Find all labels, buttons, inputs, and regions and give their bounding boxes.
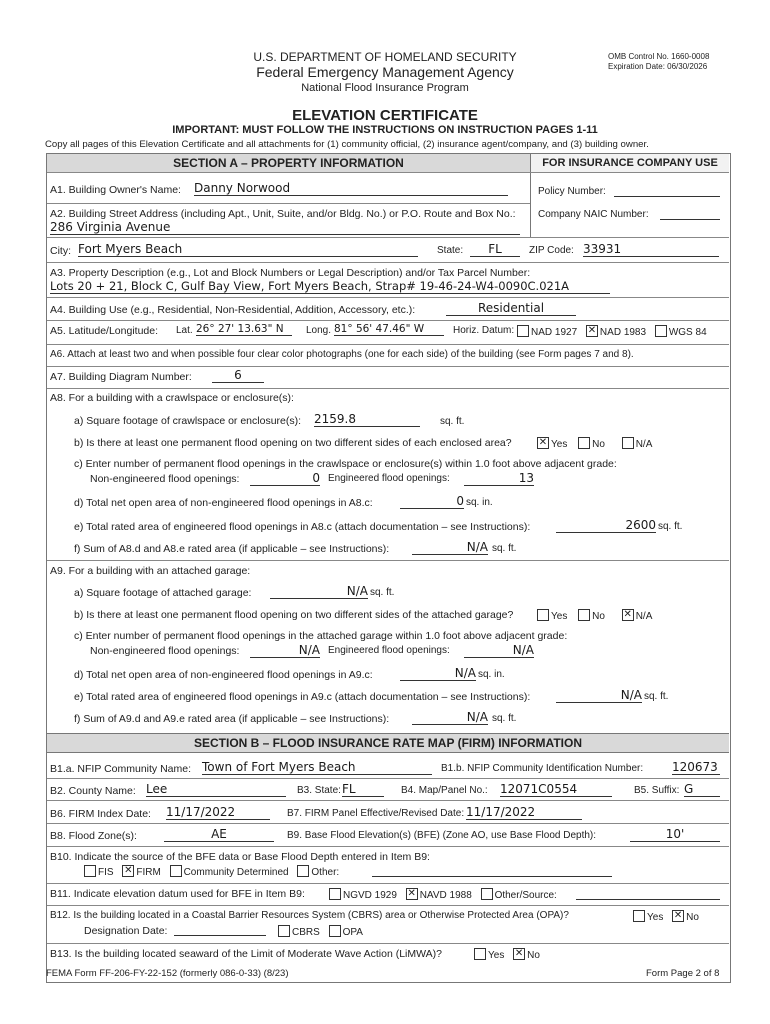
a8c-engineered-value[interactable]: 13 (464, 471, 534, 486)
b12-label: B12. Is the building located in a Coastal Barrier Resources System (CBRS) area or Otherwise Protected Area (OPA)? (50, 910, 569, 921)
b13-yes-label: Yes (488, 950, 505, 961)
naic-number-field[interactable] (660, 219, 720, 220)
b10-community-checkbox[interactable] (170, 865, 182, 877)
long-label: Long. (306, 325, 332, 336)
a5-label: A5. Latitude/Longitude: (50, 325, 159, 337)
a8a-unit: sq. ft. (440, 416, 465, 427)
a8f-unit: sq. ft. (492, 543, 517, 554)
a9d-unit: sq. in. (478, 669, 505, 680)
copy-note: Copy all pages of this Elevation Certificate and all attachments for (1) community official, (2) insurance agent/company, and (3) building owner. (45, 139, 649, 150)
divider (47, 366, 729, 367)
form-title: ELEVATION CERTIFICATE (292, 107, 478, 124)
a8b-yes-label: Yes (551, 439, 568, 450)
b13-yes-checkbox[interactable] (474, 948, 486, 960)
divider (47, 800, 729, 801)
b11-navd-checkbox[interactable] (406, 888, 418, 900)
b11-options (329, 888, 557, 901)
b10-firm-checkbox[interactable] (122, 865, 134, 877)
opa-checkbox[interactable] (329, 925, 341, 937)
a9d-value[interactable]: N/A (400, 666, 476, 681)
b12-designation-options (278, 925, 363, 938)
b12-yes-label: Yes (647, 912, 664, 923)
nad1927-checkbox[interactable] (517, 325, 529, 337)
b6-index-date[interactable]: 11/17/2022 (166, 805, 270, 820)
a9b-options (537, 609, 652, 622)
b4-label: B4. Map/Panel No.: (401, 785, 488, 796)
policy-number-field[interactable] (614, 196, 720, 197)
a8-label: A8. For a building with a crawlspace or enclosure(s): (50, 392, 294, 404)
b11-other-label: Other/Source: (494, 890, 557, 901)
a7-label: A7. Building Diagram Number: (50, 371, 192, 383)
a9b-no-checkbox[interactable] (578, 609, 590, 621)
b10-options (84, 865, 339, 878)
a8d-value[interactable]: 0 (400, 494, 464, 509)
b9-bfe[interactable]: 10' (630, 827, 720, 842)
a3-label: A3. Property Description (e.g., Lot and Block Numbers or Legal Description) and/or Tax Parcel Number: (50, 267, 531, 279)
divider (47, 172, 729, 173)
b1b-community-id[interactable]: 120673 (672, 760, 720, 775)
a8b-label: b) Is there at least one permanent flood opening on two different sides of each enclosed area? (74, 437, 512, 449)
b9-label: B9. Base Flood Elevation(s) (BFE) (Zone AO, use Base Flood Depth): (287, 830, 597, 841)
datum-options (517, 325, 707, 338)
a8f-label: f) Sum of A8.d and A8.e rated area (if applicable – see Instructions): (74, 543, 390, 555)
divider (47, 823, 729, 824)
a8a-value[interactable]: 2159.8 (314, 412, 420, 427)
a9e-label: e) Total rated area of engineered flood openings in A9.c (attach documentation – see Instructions): (74, 691, 531, 703)
b10-other-checkbox[interactable] (297, 865, 309, 877)
a9a-value[interactable]: N/A (270, 584, 368, 599)
divider (47, 943, 729, 944)
b1a-community-name[interactable]: Town of Fort Myers Beach (202, 760, 432, 775)
b10-fis-label: FIS (98, 867, 114, 878)
city-label: City: (50, 245, 71, 257)
a9c-nonengineered-value[interactable]: N/A (250, 643, 320, 658)
a9b-yes-checkbox[interactable] (537, 609, 549, 621)
footer-page-number: Form Page 2 of 8 (646, 968, 720, 979)
section-a-title: SECTION A – PROPERTY INFORMATION (47, 154, 530, 172)
divider (47, 344, 729, 345)
a4-building-use[interactable]: Residential (446, 301, 576, 316)
wgs84-label: WGS 84 (668, 327, 707, 338)
a3-property-description[interactable]: Lots 20 + 21, Block C, Gulf Bay View, Fort Myers Beach, Strap# 19-46-24-W4-0090C.021A (50, 279, 610, 294)
b11-other-field[interactable] (576, 899, 720, 900)
a8c-nonengineered-label: Non-engineered flood openings: (90, 473, 240, 485)
a8f-value[interactable]: N/A (412, 540, 488, 555)
zip-label: ZIP Code: (529, 245, 574, 256)
city-value[interactable]: Fort Myers Beach (78, 242, 418, 257)
a9a-unit: sq. ft. (370, 587, 395, 598)
a8e-unit: sq. ft. (658, 521, 683, 532)
b5-label: B5. Suffix: (634, 785, 680, 796)
a1-owner-name[interactable]: Danny Norwood (194, 181, 508, 196)
a8b-yes-checkbox[interactable] (537, 437, 549, 449)
b13-no-checkbox[interactable] (513, 948, 525, 960)
b10-label: B10. Indicate the source of the BFE data or Base Flood Depth entered in Item B9: (50, 851, 430, 863)
divider (47, 778, 729, 779)
a9f-value[interactable]: N/A (412, 710, 488, 725)
a9c-engineered-value[interactable]: N/A (464, 643, 534, 658)
state-label: State: (437, 245, 464, 256)
a8b-na-checkbox[interactable] (622, 437, 634, 449)
nad1927-label: NAD 1927 (531, 327, 578, 338)
b12-yes-checkbox[interactable] (633, 910, 645, 922)
b13-options (474, 948, 540, 961)
b4-map-panel[interactable]: 12071C0554 (500, 782, 612, 797)
b13-label: B13. Is the building located seaward of the Limit of Moderate Wave Action (LiMWA)? (50, 948, 442, 960)
b1a-label: B1.a. NFIP Community Name: (50, 763, 192, 775)
a9e-value[interactable]: N/A (556, 688, 642, 703)
b11-other-checkbox[interactable] (481, 888, 493, 900)
nad1983-label: NAD 1983 (599, 327, 647, 338)
a9c-engineered-label: Engineered flood openings: (328, 645, 450, 656)
a8e-label: e) Total rated area of engineered flood openings in A8.c (attach documentation – see Instructions): (74, 521, 531, 533)
b6-label: B6. FIRM Index Date: (50, 808, 151, 820)
b8-flood-zone[interactable]: AE (164, 827, 274, 842)
a8d-label: d) Total net open area of non-engineered flood openings in A8.c: (74, 497, 373, 509)
a9-label: A9. For a building with an attached garage: (50, 565, 251, 577)
header-agency: Federal Emergency Management Agency (256, 64, 514, 80)
insurance-use-title: FOR INSURANCE COMPANY USE (530, 154, 729, 172)
b3-state[interactable]: FL (342, 782, 384, 797)
important-notice: IMPORTANT: MUST FOLLOW THE INSTRUCTIONS ON INSTRUCTION PAGES 1-11 (172, 124, 598, 136)
a9f-unit: sq. ft. (492, 713, 517, 724)
b10-firm-label: FIRM (136, 867, 161, 878)
a9b-no-label: No (592, 611, 605, 622)
cbrs-label: CBRS (292, 927, 320, 938)
a8b-no-label: No (592, 439, 605, 450)
expiration-date: Expiration Date: 06/30/2026 (608, 62, 708, 71)
a9b-na-label: N/A (635, 611, 653, 622)
insurance-use-box (530, 172, 729, 237)
a4-label: A4. Building Use (e.g., Residential, Non-Residential, Addition, Accessory, etc.): (50, 304, 416, 316)
a8d-unit: sq. in. (466, 497, 493, 508)
designation-date-field[interactable] (174, 935, 266, 936)
longitude-value[interactable]: 81° 56' 47.46" W (334, 323, 444, 336)
designation-date-label: Designation Date: (84, 925, 168, 937)
naic-number-label: Company NAIC Number: (538, 209, 649, 220)
a9d-label: d) Total net open area of non-engineered flood openings in A9.c: (74, 669, 373, 681)
divider (47, 883, 729, 884)
a2-street-address[interactable]: 286 Virginia Avenue (50, 220, 520, 235)
section-b-title: SECTION B – FLOOD INSURANCE RATE MAP (FIRM) INFORMATION (47, 733, 729, 753)
a9b-na-checkbox[interactable] (622, 609, 634, 621)
b10-fis-checkbox[interactable] (84, 865, 96, 877)
b2-label: B2. County Name: (50, 785, 136, 797)
a9a-label: a) Square footage of attached garage: (74, 587, 252, 599)
horiz-datum-label: Horiz. Datum: (453, 325, 515, 336)
b11-label: B11. Indicate elevation datum used for BFE in Item B9: (50, 888, 305, 900)
a8b-no-checkbox[interactable] (578, 437, 590, 449)
a9b-yes-label: Yes (551, 611, 568, 622)
a7-diagram-number[interactable]: 6 (212, 368, 264, 383)
a8b-options (537, 437, 652, 450)
a2-label: A2. Building Street Address (including Apt., Unit, Suite, and/or Bldg. No.) or P.O. Route and Box No.: (50, 208, 516, 220)
opa-label: OPA (342, 927, 363, 938)
b12-options (633, 910, 699, 923)
b10-community-label: Community Determined (183, 867, 289, 878)
latitude-value[interactable]: 26° 27' 13.63" N (196, 323, 292, 336)
footer-form-id: FEMA Form FF-206-FY-22-152 (formerly 086-0-33) (8/23) (46, 968, 289, 979)
b12-no-checkbox[interactable] (672, 910, 684, 922)
b7-label: B7. FIRM Panel Effective/Revised Date: (287, 808, 465, 819)
a8c-engineered-label: Engineered flood openings: (328, 473, 450, 484)
header-dept: U.S. DEPARTMENT OF HOMELAND SECURITY (253, 50, 517, 64)
divider (47, 320, 729, 321)
b5-suffix[interactable]: G (684, 782, 720, 797)
wgs84-checkbox[interactable] (655, 325, 667, 337)
b3-label: B3. State: (297, 785, 341, 796)
lat-label: Lat. (176, 325, 193, 336)
divider (47, 560, 729, 561)
b1b-label: B1.b. NFIP Community Identification Number: (441, 763, 644, 774)
divider (47, 905, 729, 906)
a6-text: A6. Attach at least two and when possible four clear color photographs (one for each side) of the building (see Form pages 7 and 8). (50, 349, 634, 360)
a9b-label: b) Is there at least one permanent flood opening on two different sides of the attached garage? (74, 609, 514, 621)
nad1983-checkbox[interactable] (586, 325, 598, 337)
b11-ngvd-label: NGVD 1929 (343, 890, 397, 901)
zip-value[interactable]: 33931 (583, 242, 719, 257)
a8e-value[interactable]: 2600 (556, 518, 656, 533)
b12-no-label: No (686, 912, 699, 923)
b7-effective-date[interactable]: 11/17/2022 (466, 805, 582, 820)
omb-control: OMB Control No. 1660-0008 (608, 52, 710, 61)
divider (47, 203, 530, 204)
a9e-unit: sq. ft. (644, 691, 669, 702)
a8c-nonengineered-value[interactable]: 0 (250, 471, 320, 486)
a8a-label: a) Square footage of crawlspace or enclosure(s): (74, 415, 302, 427)
a9c-nonengineered-label: Non-engineered flood openings: (90, 645, 240, 657)
b13-no-label: No (527, 950, 540, 961)
policy-number-label: Policy Number: (538, 186, 606, 197)
a1-label: A1. Building Owner's Name: (50, 184, 181, 196)
b10-other-label: Other: (311, 867, 340, 878)
divider (47, 846, 729, 847)
b10-other-field[interactable] (372, 876, 612, 877)
a8b-na-label: N/A (635, 439, 653, 450)
cbrs-checkbox[interactable] (278, 925, 290, 937)
state-value[interactable]: FL (470, 242, 520, 257)
b11-ngvd-checkbox[interactable] (329, 888, 341, 900)
divider (47, 262, 729, 263)
a8c-label: c) Enter number of permanent flood openings in the crawlspace or enclosure(s) within 1.0 foot above adjacent grade: (74, 458, 617, 470)
divider (47, 237, 729, 238)
divider (47, 388, 729, 389)
header-program: National Flood Insurance Program (301, 82, 469, 94)
b8-label: B8. Flood Zone(s): (50, 830, 137, 842)
divider (47, 297, 729, 298)
b11-navd-label: NAVD 1988 (419, 890, 472, 901)
b2-county[interactable]: Lee (146, 782, 286, 797)
a9f-label: f) Sum of A9.d and A9.e rated area (if applicable – see Instructions): (74, 713, 390, 725)
a9c-label: c) Enter number of permanent flood openings in the attached garage within 1.0 foot above adjacent grade: (74, 630, 568, 642)
